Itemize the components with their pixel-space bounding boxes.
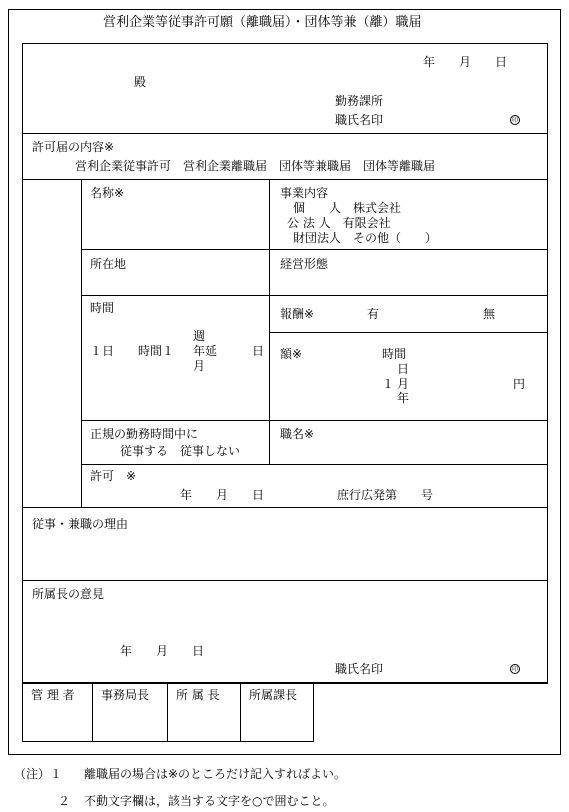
pay-no: 無 bbox=[483, 307, 496, 321]
approval-section-head: 所属課長 bbox=[249, 688, 298, 702]
time-year-total: 年延 bbox=[193, 344, 218, 358]
business-option-line3: 財団法人 その他（ ） bbox=[293, 231, 438, 245]
divider bbox=[81, 420, 548, 421]
pay-unit-one: １ bbox=[382, 377, 395, 391]
divider bbox=[22, 133, 548, 134]
opinion-label: 所属長の意見 bbox=[32, 587, 105, 601]
divider bbox=[313, 683, 314, 741]
location-label: 所在地 bbox=[90, 257, 127, 271]
divider bbox=[22, 179, 548, 180]
form-title: 営利企業等従事許可願（離職届）・団体等兼（離）職届 bbox=[103, 15, 422, 30]
regular-hours-label: 正規の勤務時間中に bbox=[90, 427, 199, 441]
divider bbox=[81, 179, 82, 507]
request-label: 許可届の内容※ bbox=[32, 140, 115, 154]
business-option-line2: 公 法 人 有限会社 bbox=[287, 216, 391, 230]
divider bbox=[81, 464, 548, 465]
pay-amount-label: 額※ bbox=[280, 347, 303, 361]
opinion-name-seal-label: 職氏名印 bbox=[335, 662, 384, 676]
permit-date: 年 月 日 bbox=[180, 488, 265, 502]
divider bbox=[269, 179, 270, 464]
management-label: 経営形態 bbox=[280, 257, 329, 271]
note2-prefix: ２ bbox=[58, 794, 71, 808]
divider bbox=[269, 332, 548, 333]
note2: 不動文字欄は，該当する文字を○で囲むこと。 bbox=[84, 794, 335, 808]
pay-yen: 円 bbox=[513, 377, 526, 391]
pay-yes: 有 bbox=[367, 307, 380, 321]
pay-unit-hour: 時間 bbox=[382, 347, 407, 361]
job-title-label: 職名※ bbox=[280, 427, 315, 441]
seal-mark: 印 bbox=[511, 117, 518, 124]
request-options: 営利企業従事許可 営利企業離職届 団体等兼職届 団体等離職届 bbox=[75, 159, 436, 173]
permit-label: 許可 ※ bbox=[90, 469, 137, 483]
org-name-label: 名称※ bbox=[90, 186, 125, 200]
pay-unit-day: 日 bbox=[397, 362, 410, 376]
workplace-label: 勤務課所 bbox=[335, 94, 384, 108]
addressee: 殿 bbox=[134, 75, 147, 89]
time-week: 週 bbox=[193, 329, 206, 343]
divider bbox=[22, 741, 314, 742]
divider bbox=[22, 507, 548, 508]
applicant-name-seal-label: 職氏名印 bbox=[335, 113, 384, 127]
divider bbox=[92, 683, 93, 741]
pay-unit-month: 月 bbox=[397, 377, 410, 391]
approval-department-head: 所 属 長 bbox=[176, 688, 220, 702]
divider bbox=[81, 295, 548, 296]
reason-label: 従事・兼職の理由 bbox=[32, 517, 129, 531]
opinion-date: 年 月 日 bbox=[120, 644, 205, 658]
time-days: 日 bbox=[252, 344, 265, 358]
pay-unit-year: 年 bbox=[397, 391, 410, 405]
permit-number: 庶行広発第 号 bbox=[337, 488, 434, 502]
divider bbox=[167, 683, 168, 741]
seal-mark: 印 bbox=[511, 666, 518, 673]
divider bbox=[240, 683, 241, 741]
approval-manager: 管 理 者 bbox=[31, 688, 75, 702]
divider bbox=[22, 580, 548, 581]
note1: 離職届の場合は※のところだけ記入すればよい。 bbox=[84, 767, 347, 781]
divider bbox=[22, 683, 23, 741]
note1-prefix: （注）１ bbox=[14, 767, 63, 781]
time-daily: １日 時間１ bbox=[90, 344, 175, 358]
time-label: 時間 bbox=[90, 301, 115, 315]
approval-secretary-general: 事務局長 bbox=[101, 688, 150, 702]
header-date: 年 月 日 bbox=[423, 55, 508, 69]
pay-label: 報酬※ bbox=[280, 307, 315, 321]
time-month: 月 bbox=[193, 359, 206, 373]
divider bbox=[81, 249, 548, 250]
business-option-line1: 個 人 株式会社 bbox=[293, 201, 402, 215]
business-label: 事業内容 bbox=[280, 186, 329, 200]
divider bbox=[22, 683, 548, 684]
regular-hours-options: 従事する 従事しない bbox=[120, 444, 241, 458]
